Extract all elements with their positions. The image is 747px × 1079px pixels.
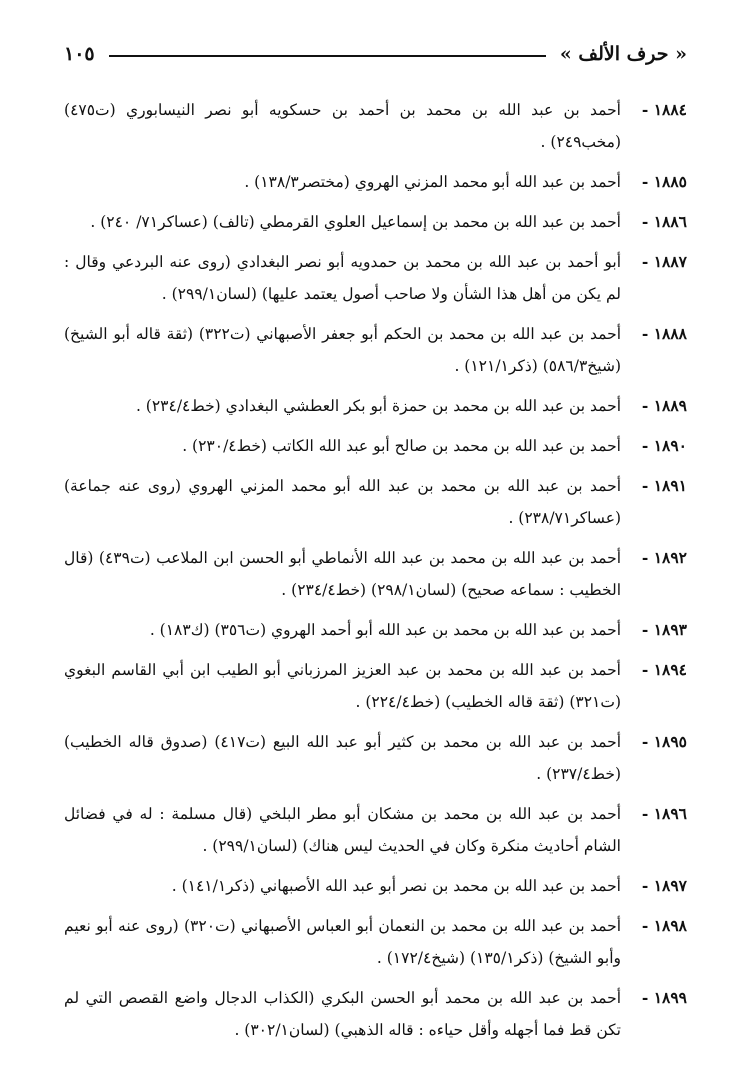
entry-number: ١٨٩٦ - (641, 804, 687, 823)
entry-number: ١٨٩٥ - (641, 732, 687, 751)
header-rule (109, 55, 546, 57)
entry-1885 (64, 166, 687, 198)
entry-text: أحمد بن عبد الله بن محمد بن صالح أبو عبد الله الكاتب (خط٢٣٠/٤) . (182, 437, 621, 455)
entry-number: ١٨٨٦ - (641, 212, 687, 231)
entry-number: ١٨٩٩ - (641, 988, 687, 1007)
entry-text: أحمد بن عبد الله بن محمد بن كثير أبو عبد الله البيع (ت٤١٧) (صدوق قاله الخطيب) (خط٢٣٧/٤) . (64, 733, 621, 783)
entry-text: أحمد بن عبد الله بن محمد بن مشكان أبو مطر البلخي (قال مسلمة : له في فضائل الشام أحاديث منكرة وكان في الحديث ليس هناك) (لسان٢٩٩/١) . (64, 805, 621, 855)
entry-1897 (64, 870, 687, 902)
entry-number: ١٨٩٤ - (641, 660, 687, 679)
entry-1884 (64, 94, 687, 158)
entry-number: ١٨٩٧ - (641, 876, 687, 895)
entry-number: ١٨٩٨ - (641, 916, 687, 935)
entry-text: أحمد بن عبد الله بن محمد بن النعمان أبو العباس الأصبهاني (ت٣٢٠) (روى عنه أبو نعيم وأبو الشيخ) (ذكر١٣٥/١) (شيخ١٧٢/٤) . (64, 917, 621, 967)
entry-1894 (64, 654, 687, 718)
entry-1896 (64, 798, 687, 862)
entry-1886 (64, 206, 687, 238)
entry-text: أحمد بن عبد الله بن محمد أبو الحسن البكري (الكذاب الدجال واضع القصص التي لم تكن قط فما أجهله وأقل حياءه : قاله الذهبي) (لسان٣٠٢/١) . (64, 989, 621, 1039)
entry-text: أحمد بن عبد الله أبو محمد المزني الهروي (مختصر١٣٨/٣) . (244, 173, 621, 191)
entry-number: ١٨٨٩ - (641, 396, 687, 415)
entry-text: أحمد بن عبد الله بن محمد بن حمزة أبو بكر العطشي البغدادي (خط٢٣٤/٤) . (135, 397, 621, 415)
entry-number: ١٨٩٢ - (641, 548, 687, 567)
entry-number: ١٨٨٧ - (641, 252, 687, 271)
entry-1892 (64, 542, 687, 606)
entry-number: ١٨٨٤ - (641, 100, 687, 119)
entry-number: ١٨٨٨ - (641, 324, 687, 343)
entry-text: أحمد بن عبد الله بن محمد بن الحكم أبو جعفر الأصبهاني (ت٣٢٢) (ثقة قاله أبو الشيخ) (شيخ٥٨٦/٣) (ذكر١٢١/١) . (64, 325, 621, 375)
entry-text: أحمد بن عبد الله بن محمد بن عبد العزيز المرزباني أبو الطيب ابن أبي القاسم البغوي (ت٣٢١) (ثقة قاله الخطيب) (خط٢٢٤/٤) . (64, 661, 621, 711)
entry-text: أحمد بن عبد الله بن محمد بن أحمد بن حسكويه أبو نصر النيسابوري (ت٤٧٥) (مخب٢٤٩) . (64, 101, 621, 151)
entry-1895 (64, 726, 687, 790)
entry-text: أحمد بن عبد الله بن محمد بن نصر أبو عبد الله الأصبهاني (ذكر١٤١/١) . (171, 877, 621, 895)
entry-1898 (64, 910, 687, 974)
entry-1890 (64, 430, 687, 462)
entry-1889 (64, 390, 687, 422)
entry-number: ١٨٩٣ - (641, 620, 687, 639)
entry-text: أحمد بن عبد الله بن محمد بن عبد الله الأنماطي أبو الحسن ابن الملاعب (ت٤٣٩) (قال الخطيب : سماعه صحيح) (لسان٢٩٨/١) (خط٢٣٤/٤) . (64, 549, 621, 599)
entry-number: ١٨٨٥ - (641, 172, 687, 191)
entry-text: أحمد بن عبد الله بن محمد بن عبد الله أبو أحمد الهروي (ت٣٥٦) (ك١٨٣) . (149, 621, 621, 639)
page-header (64, 34, 687, 74)
entries-list (64, 94, 687, 1046)
page-number: ١٠٥ (64, 43, 95, 65)
entry-text: أبو أحمد بن عبد الله بن محمد بن حمدويه أبو نصر البغدادي (روى عنه البردعي وقال : لم يكن من أهل هذا الشأن ولا صاحب أصول يعتمد عليها) (لسان٢٩٩/١) . (64, 253, 621, 303)
entry-text: أحمد بن عبد الله بن محمد بن إسماعيل العلوي القرمطي (تالف) (عساكر٧١/ ٢٤٠) . (90, 213, 621, 231)
entry-1888 (64, 318, 687, 382)
entry-1893 (64, 614, 687, 646)
entry-number: ١٨٩٠ - (641, 436, 687, 455)
entry-1887 (64, 246, 687, 310)
entry-1891 (64, 470, 687, 534)
entry-text: أحمد بن عبد الله بن محمد بن عبد الله أبو محمد المزني الهروي (روى عنه جماعة) (عساكر٢٣٨/٧١) . (64, 477, 621, 527)
chapter-title: « حرف الألف » (559, 43, 687, 65)
entry-1899 (64, 982, 687, 1046)
entry-number: ١٨٩١ - (641, 476, 687, 495)
